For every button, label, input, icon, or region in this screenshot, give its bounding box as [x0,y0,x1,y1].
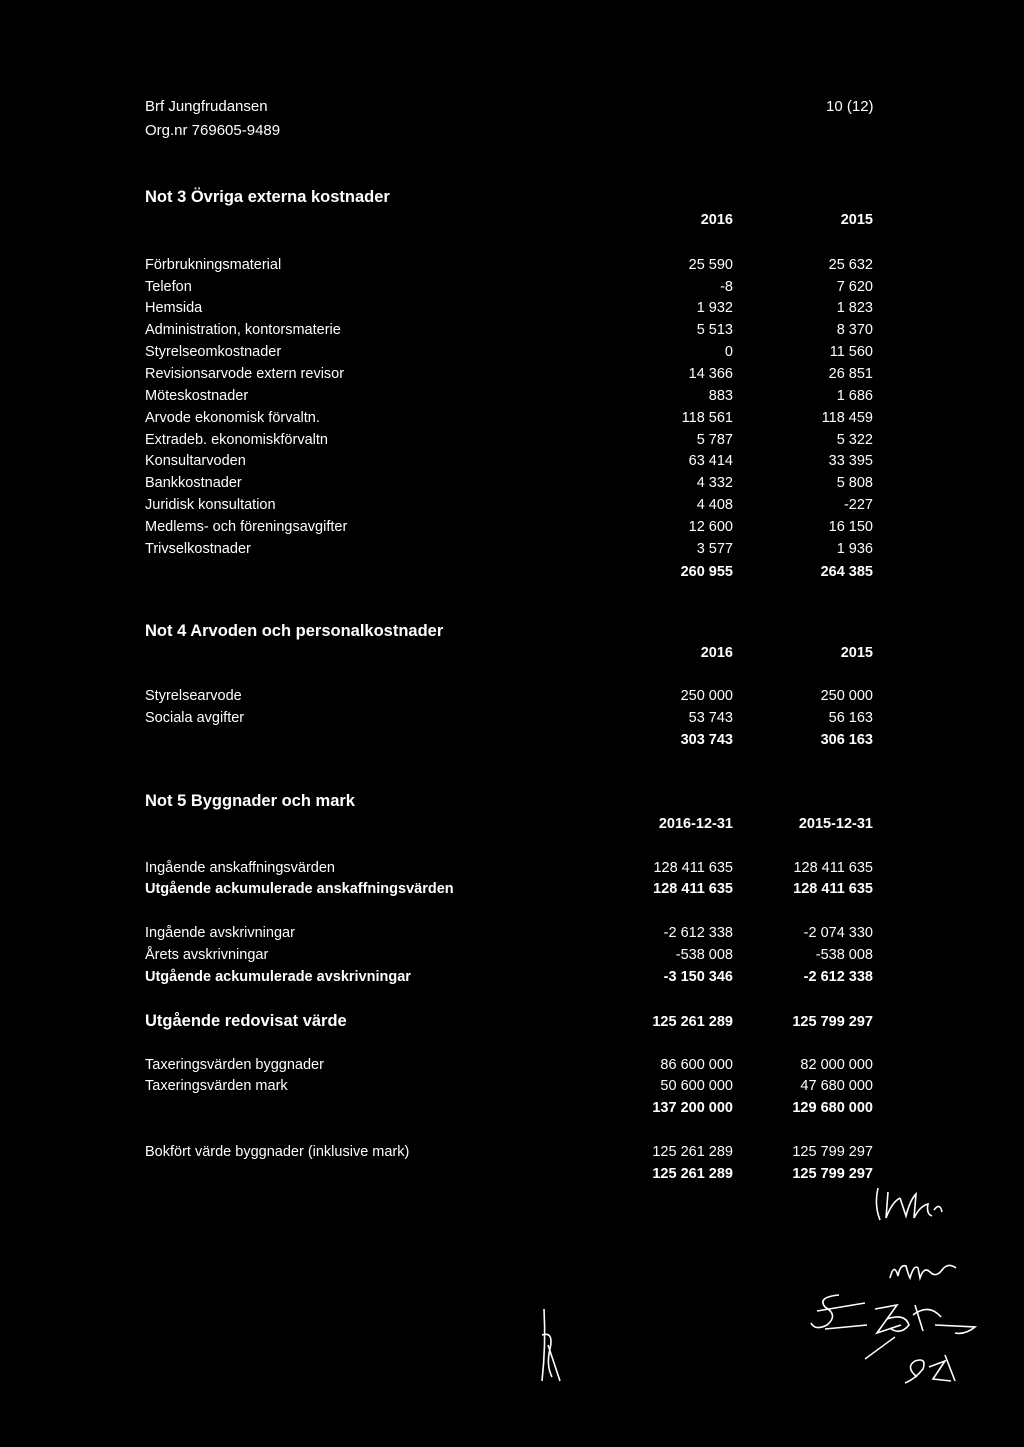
value-2015: -2 074 330 [803,925,873,941]
tax-total-row [145,1100,885,1120]
value-2016: 5 787 [696,432,733,448]
table-row [145,925,885,945]
note4-title: Not 4 Arvoden och personalkostnader [145,622,444,640]
table-row [145,860,885,880]
value-2015: -227 [843,497,873,513]
table-row [145,710,885,730]
table-row [145,1057,885,1077]
signature-initials-1 [870,1180,960,1225]
booked-total-row [145,1166,885,1186]
signature-scribble [805,1285,985,1395]
value-2016: -538 008 [675,947,733,963]
table-row [145,1144,885,1164]
table-row [145,432,885,452]
total-2016: 303 743 [680,732,733,748]
table-row [145,475,885,495]
table-row [145,257,885,277]
value-2015: 25 632 [828,257,873,273]
note3-col-2015: 2015 [840,212,873,228]
value-2016: 86 600 000 [660,1057,733,1073]
value-2015: 82 000 000 [800,1057,873,1073]
note3-column-headers [145,212,885,232]
value-2016: 125 261 289 [652,1014,733,1030]
total-2015: 125 799 297 [792,1166,873,1182]
value-2016: 14 366 [688,366,733,382]
book-value-row [145,1012,885,1032]
row-label: Taxeringsvärden byggnader [145,1057,324,1073]
total-2015: 129 680 000 [792,1100,873,1116]
note4-column-headers [145,645,885,665]
table-row [145,322,885,342]
value-2016: 883 [708,388,733,404]
value-2016: -2 612 338 [663,925,733,941]
value-2016: 0 [724,344,733,360]
row-label: Arvode ekonomisk förvaltn. [145,410,320,426]
note5-col-2016: 2016-12-31 [658,816,733,832]
value-2016: 4 332 [696,475,733,491]
row-label: Bankkostnader [145,475,242,491]
table-row [145,541,885,561]
value-2015: 47 680 000 [800,1078,873,1094]
note4-col-2015: 2015 [840,645,873,661]
note5-column-headers [145,816,885,836]
organization-number: Org.nr 769605-9489 [145,122,281,139]
row-label: Utgående ackumulerade anskaffningsvärden [145,881,454,897]
table-row [145,388,885,408]
row-label: Möteskostnader [145,388,249,404]
row-label: Medlems- och föreningsavgifter [145,519,348,535]
table-row [145,344,885,364]
value-2015: 1 686 [836,388,873,404]
value-2015: 7 620 [836,279,873,295]
table-row [145,300,885,320]
value-2015: 125 799 297 [792,1014,873,1030]
value-2016: 125 261 289 [652,1144,733,1160]
value-2015: -538 008 [815,947,873,963]
value-2016: 1 932 [696,300,733,316]
row-label: Hemsida [145,300,203,316]
value-2015: -2 612 338 [803,969,873,985]
signature-vertical [532,1305,572,1385]
total-2015: 264 385 [820,564,873,580]
value-2015: 11 560 [829,344,873,360]
value-2015: 33 395 [828,453,873,469]
row-label: Administration, kontorsmaterie [145,322,341,338]
table-row [145,410,885,430]
row-label: Sociala avgifter [145,710,245,726]
total-2016: 137 200 000 [652,1100,733,1116]
total-2015: 306 163 [820,732,873,748]
row-label: Styrelsearvode [145,688,242,704]
note4-col-2016: 2016 [700,645,733,661]
row-label: Ingående anskaffningsvärden [145,860,335,876]
value-2016: 12 600 [688,519,733,535]
table-row [145,881,885,901]
row-label: Utgående ackumulerade avskrivningar [145,969,411,985]
value-2016: 50 600 000 [660,1078,733,1094]
value-2016: 118 561 [681,410,733,426]
note4-total-row [145,732,885,752]
table-row [145,453,885,473]
row-label: Trivselkostnader [145,541,251,557]
value-2016: 4 408 [696,497,733,513]
table-row [145,1078,885,1098]
value-2015: 250 000 [820,688,873,704]
value-2015: 118 459 [821,410,873,426]
table-row [145,969,885,989]
table-row [145,688,885,708]
note5-title: Not 5 Byggnader och mark [145,792,355,810]
row-label: Konsultarvoden [145,453,246,469]
row-label: Extradeb. ekonomiskförvaltn [145,432,328,448]
page-number: 10 (12) [826,98,874,115]
signature-initials-2 [886,1250,966,1290]
value-2016: 5 513 [696,322,733,338]
table-row [145,519,885,539]
total-2016: 125 261 289 [652,1166,733,1182]
row-label: Ingående avskrivningar [145,925,295,941]
value-2015: 1 823 [836,300,873,316]
table-row [145,366,885,386]
value-2016: -8 [720,279,733,295]
note3-title: Not 3 Övriga externa kostnader [145,188,390,206]
value-2015: 128 411 635 [793,881,873,897]
value-2015: 5 808 [836,475,873,491]
value-2015: 5 322 [836,432,873,448]
value-2015: 26 851 [828,366,873,382]
value-2016: 250 000 [680,688,733,704]
row-label: Förbrukningsmaterial [145,257,282,273]
value-2016: 128 411 635 [653,860,733,876]
total-2016: 260 955 [680,564,733,580]
note3-col-2016: 2016 [700,212,733,228]
table-row [145,497,885,517]
note5-col-2015: 2015-12-31 [798,816,873,832]
value-2016: 53 743 [688,710,733,726]
row-label: Telefon [145,279,192,295]
row-label: Revisionsarvode extern revisor [145,366,345,382]
row-label: Taxeringsvärden mark [145,1078,288,1094]
row-label: Bokfört värde byggnader (inklusive mark) [145,1144,410,1160]
value-2016: -3 150 346 [663,969,733,985]
note3-total-row [145,564,885,584]
row-label: Juridisk konsultation [145,497,276,513]
value-2016: 63 414 [688,453,733,469]
row-label: Årets avskrivningar [145,947,269,963]
value-2015: 1 936 [836,541,873,557]
value-2015: 128 411 635 [793,860,873,876]
value-2015: 16 150 [828,519,873,535]
value-2016: 3 577 [696,541,733,557]
row-label: Utgående redovisat värde [145,1012,347,1030]
table-row [145,947,885,967]
value-2015: 8 370 [836,322,873,338]
row-label: Styrelseomkostnader [145,344,282,360]
value-2016: 128 411 635 [653,881,733,897]
table-row [145,279,885,299]
value-2016: 25 590 [688,257,733,273]
organization-name: Brf Jungfrudansen [145,98,268,115]
value-2015: 56 163 [828,710,873,726]
value-2015: 125 799 297 [792,1144,873,1160]
